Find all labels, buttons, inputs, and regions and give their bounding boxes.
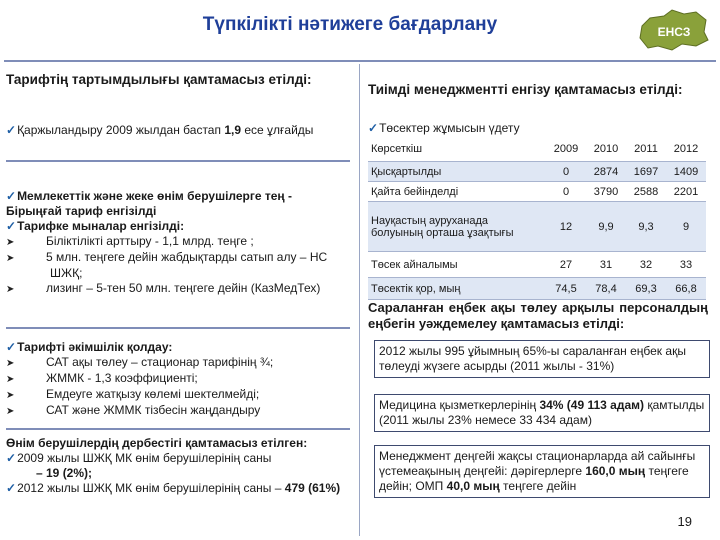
slide-title: Түпкілікті нәтижеге бағдарлану <box>202 14 498 35</box>
table-header: 2009 <box>546 137 586 162</box>
funding-paragraph: ✓Қаржыландыру 2009 жылдан бастап 1,9 есе ұлғайды <box>6 123 314 137</box>
table-cell: 32 <box>626 252 666 278</box>
check-icon: ✓ <box>6 189 17 203</box>
table-row <box>368 252 706 278</box>
table-cell: Қайта бейінделді <box>368 182 546 202</box>
admin-support-section: ✓Тарифті әкімшілік қолдау: ➤ САТ ақы төлеу – стационар тарифінің ¾; ➤ ЖММК - 1,3 коэффициенті; ➤ Емдеуге жатқызу көлемі шектелмейді; ➤ САТ және ЖММК тізбесін жаңдандыру <box>6 340 350 419</box>
arrow-bullet-icon: ➤ <box>6 390 15 401</box>
arrow-bullet-icon: ➤ <box>6 358 15 369</box>
table-cell: 2201 <box>666 182 706 202</box>
check-icon: ✓ <box>6 340 17 354</box>
map-logo-icon <box>636 6 712 56</box>
table-cell: 27 <box>546 252 586 278</box>
table-header-row <box>368 137 706 162</box>
table-cell: 78,4 <box>586 278 626 300</box>
table-cell: Науқастың ауруханада болуының орташа ұзақтығы <box>368 202 546 252</box>
autonomy-section: Өнім берушілердің дербестігі қамтамасыз етілген: ✓2009 жылы ШЖҚ МК өнім берушілерінің саны – 19 (2%); ✓2012 жылы ШЖҚ МК өнім берушілерінің саны – 479 (61%) <box>6 436 350 496</box>
table-header: 2012 <box>666 137 706 162</box>
table-cell: 0 <box>546 182 586 202</box>
column-divider <box>359 64 360 536</box>
table-row <box>368 202 706 252</box>
table-cell: 69,3 <box>626 278 666 300</box>
table-cell: Төсектік қор, мың <box>368 278 546 300</box>
table-cell: 9 <box>666 202 706 252</box>
table-header: 2010 <box>586 137 626 162</box>
table-cell: 33 <box>666 252 706 278</box>
table-cell: 0 <box>546 162 586 182</box>
bed-indicators-table <box>368 137 706 300</box>
title-divider <box>4 60 716 62</box>
tariff-items-list <box>6 234 350 297</box>
table-cell: 1409 <box>666 162 706 182</box>
check-icon: ✓ <box>6 123 17 137</box>
left-divider-3 <box>6 428 350 430</box>
list-item: ➤ САТ ақы төлеу – стационар тарифінің ¾; <box>6 355 274 369</box>
table-header: Көрсеткіш <box>368 137 546 162</box>
admin-items-list <box>6 355 350 419</box>
table-row <box>368 182 706 202</box>
table-cell: 2874 <box>586 162 626 182</box>
table-cell: 66,8 <box>666 278 706 300</box>
table-header: 2011 <box>626 137 666 162</box>
left-divider-2 <box>6 327 350 329</box>
bed-acceleration-label: ✓Төсектер жұмысын үдету <box>368 121 520 135</box>
table-cell: Төсек айналымы <box>368 252 546 278</box>
table-row <box>368 278 706 300</box>
differentiated-pay-heading: Сараланған еңбек ақы төлеу арқылы персоналдың еңбегін уәждемелеу қамтамасыз етілді: <box>368 300 708 331</box>
table-cell: 9,9 <box>586 202 626 252</box>
arrow-bullet-icon: ➤ <box>6 406 15 417</box>
table-cell: 31 <box>586 252 626 278</box>
autonomy-heading: Өнім берушілердің дербестігі қамтамасыз етілген: <box>6 436 308 450</box>
check-icon: ✓ <box>368 121 379 135</box>
arrow-bullet-icon: ➤ <box>6 253 15 264</box>
check-icon: ✓ <box>6 219 17 233</box>
tariff-section: ✓Мемлекеттік және жеке өнім берушілерге тең - Бірыңғай тариф енгізілді ✓Тарифке мыналар енгізілді: ➤ Біліктілікті арттыру - 1,1 млрд. теңге ; ➤ 5 млн. теңгеге дейін жабдықтарды сатып алу – НС ШЖҚ; ➤ лизинг – 5-тен 50 млн. теңгеге дейін (КазМедТех) <box>6 189 350 297</box>
right-heading: Тиімді менеджментті енгізу қамтамасыз етілді: <box>368 82 683 97</box>
info-box-coverage: Медицина қызметкерлерінің 34% (49 113 адам) қамтылды (2011 жылы 23% немесе 33 434 адам) <box>374 394 710 432</box>
list-item: ➤ САТ және ЖММК тізбесін жаңдандыру <box>6 403 261 417</box>
list-item: ➤ ЖММК - 1,3 коэффициенті; <box>6 371 198 385</box>
list-item: ➤ Емдеуге жатқызу көлемі шектелмейді; <box>6 387 260 401</box>
table-cell: 9,3 <box>626 202 666 252</box>
logo-text: ЕНСЗ <box>657 25 691 39</box>
arrow-bullet-icon: ➤ <box>6 237 15 248</box>
table-cell: Қысқартылды <box>368 162 546 182</box>
table-cell: 1697 <box>626 162 666 182</box>
check-icon: ✓ <box>6 451 17 465</box>
table-cell: 12 <box>546 202 586 252</box>
left-heading: Тарифтің тартымдылығы қамтамасыз етілді: <box>6 72 312 87</box>
arrow-bullet-icon: ➤ <box>6 374 15 385</box>
info-box-bonus: Менеджмент деңгейі жақсы стационарларда ай сайынғы үстемеақының деңгейі: дәрігерлерге 160,0 мың теңгеге дейін; ОМП 40,0 мың теңгеге дейін <box>374 445 710 498</box>
info-box-2012: 2012 жылы 995 ұйымның 65%-ы сараланған еңбек ақы төлеуді жүзеге асырды (2011 жылы - 31%) <box>374 340 710 378</box>
table-cell: 3790 <box>586 182 626 202</box>
list-item: ➤ лизинг – 5-тен 50 млн. теңгеге дейін (КазМедТех) <box>6 281 321 295</box>
table-row <box>368 162 706 182</box>
list-item: ➤ Біліктілікті арттыру - 1,1 млрд. теңге ; <box>6 234 254 248</box>
table-cell: 74,5 <box>546 278 586 300</box>
arrow-bullet-icon: ➤ <box>6 284 15 295</box>
check-icon: ✓ <box>6 481 17 495</box>
list-item: ➤ 5 млн. теңгеге дейін жабдықтарды сатып алу – НС ШЖҚ; <box>6 250 328 280</box>
autonomy-2009-value: – 19 (2%); <box>36 466 93 480</box>
page-number: 19 <box>677 514 692 529</box>
table-cell: 2588 <box>626 182 666 202</box>
left-divider-1 <box>6 160 350 162</box>
